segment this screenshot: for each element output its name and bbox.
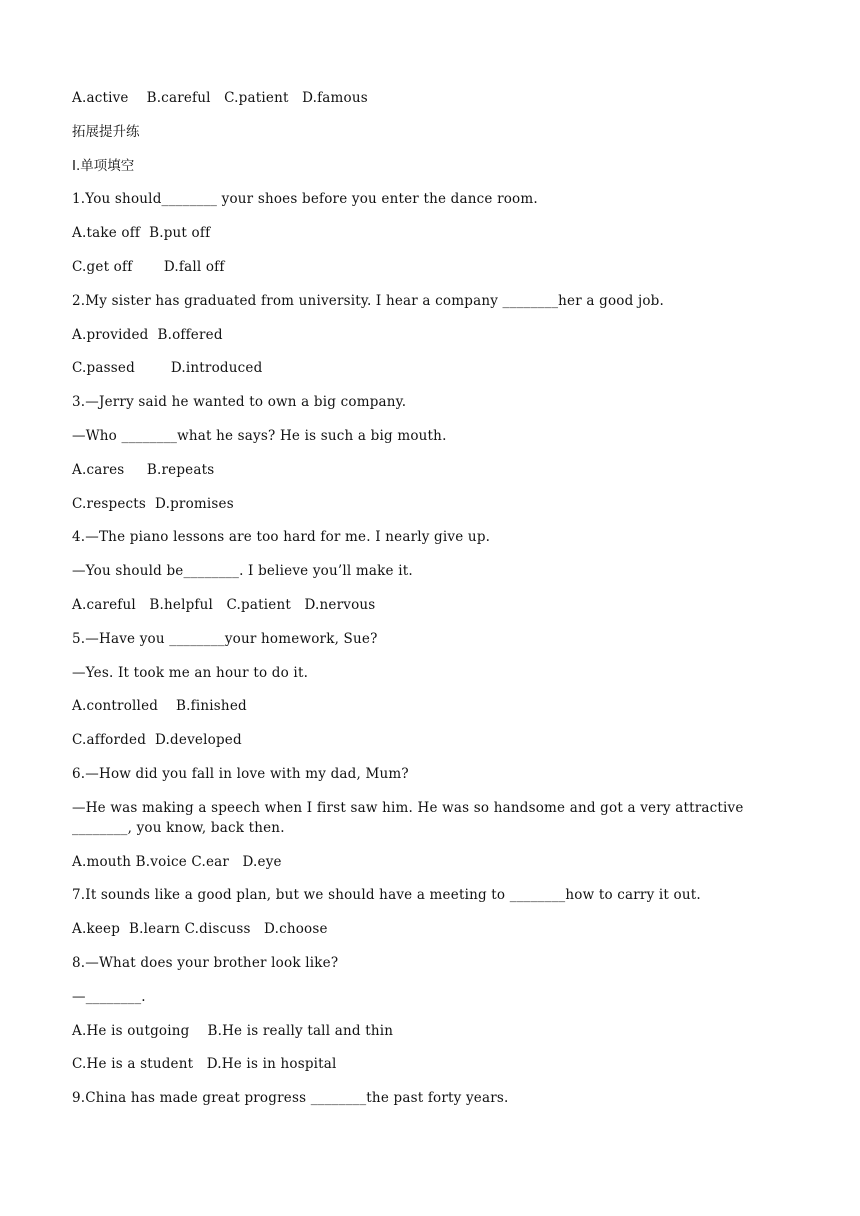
question-4-options: A.careful B.helpful C.patient D.nervous — [72, 596, 376, 613]
question-5: 5.—Have you ________your homework, Sue? — [72, 630, 378, 647]
question-5-options-cd: C.afforded D.developed — [72, 732, 242, 749]
question-3: 3.—Jerry said he wanted to own a big company. — [72, 394, 407, 411]
question-3-options-cd: C.respects D.promises — [72, 495, 234, 512]
document-page — [72, 88, 792, 1122]
question-1-options-cd: C.get off D.fall off — [72, 258, 225, 275]
question-5-options-ab: A.controlled B.finished — [72, 698, 247, 715]
question-8: 8.—What does your brother look like? — [72, 954, 339, 971]
question-1-options-ab: A.take off B.put off — [72, 225, 211, 242]
question-6-reply: —He was making a speech when I first saw him. He was so handsome and got a very attractive ________, you know, back then. — [72, 799, 744, 836]
question-7-options: A.keep B.learn C.discuss D.choose — [72, 921, 328, 938]
question-3-options-ab: A.cares B.repeats — [72, 461, 215, 478]
question-4-reply: —You should be________. I believe you’ll make it. — [72, 563, 413, 580]
subsection-heading: Ⅰ.单项填空 — [72, 157, 135, 174]
question-4: 4.—The piano lessons are too hard for me. I nearly give up. — [72, 529, 491, 546]
question-1: 1.You should________ your shoes before you enter the dance room. — [72, 191, 538, 208]
question-6-options: A.mouth B.voice C.ear D.eye — [72, 853, 282, 870]
question-9: 9.China has made great progress ________the past forty years. — [72, 1090, 509, 1107]
question-2-options-cd: C.passed D.introduced — [72, 360, 263, 377]
question-7: 7.It sounds like a good plan, but we should have a meeting to ________how to carry it out. — [72, 887, 701, 904]
q-prev-options: A.active B.careful C.patient D.famous — [72, 90, 368, 106]
question-2-options-ab: A.provided B.offered — [72, 326, 223, 343]
question-6: 6.—How did you fall in love with my dad, Mum? — [72, 765, 409, 782]
question-3-reply: —Who ________what he says? He is such a big mouth. — [72, 427, 447, 444]
section-heading: 拓展提升练 — [72, 123, 140, 140]
question-2: 2.My sister has graduated from university. I hear a company ________her a good job. — [72, 292, 665, 309]
question-8-reply: —________. — [72, 988, 146, 1005]
question-5-reply: —Yes. It took me an hour to do it. — [72, 664, 309, 681]
question-8-options-ab: A.He is outgoing B.He is really tall and thin — [72, 1022, 394, 1039]
question-8-options-cd: C.He is a student D.He is in hospital — [72, 1056, 337, 1073]
